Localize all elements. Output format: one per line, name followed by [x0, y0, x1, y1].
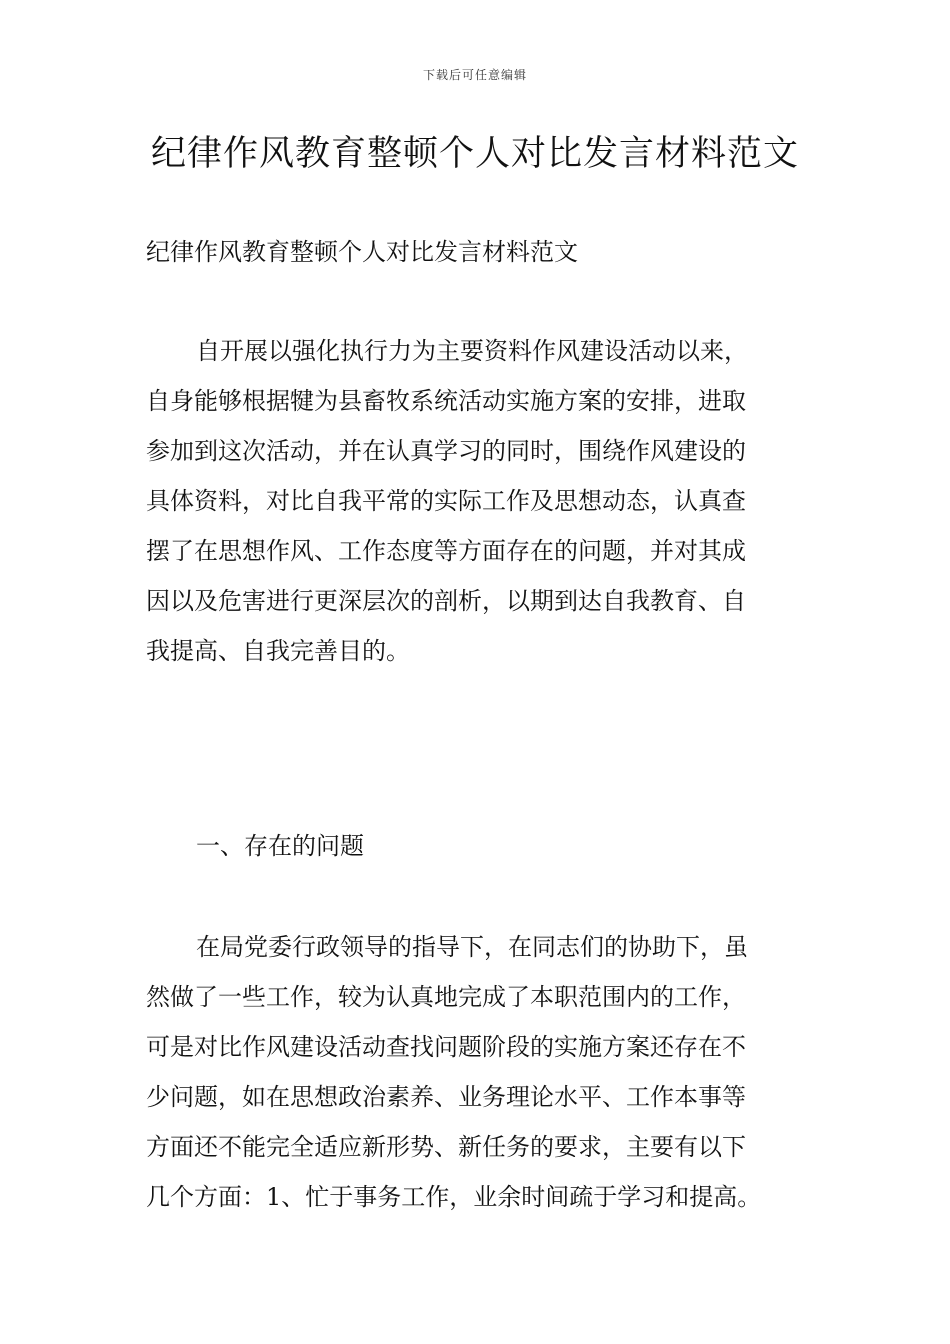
paragraph-line: 自身能够根据犍为县畜牧系统活动实施方案的安排，进取	[146, 387, 746, 415]
paragraph-line: 因以及危害进行更深层次的剖析，以期到达自我教育、自	[146, 587, 746, 615]
section-heading-problems: 一、存在的问题	[196, 832, 364, 860]
paragraph-line: 在局党委行政领导的指导下，在同志们的协助下，虽	[196, 933, 748, 961]
paragraph-line: 具体资料，对比自我平常的实际工作及思想动态，认真查	[146, 487, 746, 515]
document-subtitle: 纪律作风教育整顿个人对比发言材料范文	[146, 238, 578, 266]
paragraph-line: 几个方面：1、忙于事务工作，业余时间疏于学习和提高。	[146, 1183, 762, 1211]
paragraph-intro	[146, 326, 836, 676]
paragraph-problems	[146, 922, 836, 1222]
paragraph-line: 我提高、自我完善目的。	[146, 637, 410, 665]
paragraph-line: 可是对比作风建设活动查找问题阶段的实施方案还存在不	[146, 1033, 746, 1061]
paragraph-line: 参加到这次活动，并在认真学习的同时，围绕作风建设的	[146, 437, 746, 465]
paragraph-line: 方面还不能完全适应新形势、新任务的要求，主要有以下	[146, 1133, 746, 1161]
paragraph-line: 然做了一些工作，较为认真地完成了本职范围内的工作，	[146, 983, 746, 1011]
paragraph-line: 少问题，如在思想政治素养、业务理论水平、工作本事等	[146, 1083, 746, 1111]
header-note: 下载后可任意编辑	[422, 68, 527, 82]
paragraph-line: 自开展以强化执行力为主要资料作风建设活动以来，	[196, 337, 748, 365]
paragraph-line: 摆了在思想作风、工作态度等方面存在的问题，并对其成	[146, 537, 746, 565]
document-title: 纪律作风教育整顿个人对比发言材料范文	[150, 134, 799, 174]
